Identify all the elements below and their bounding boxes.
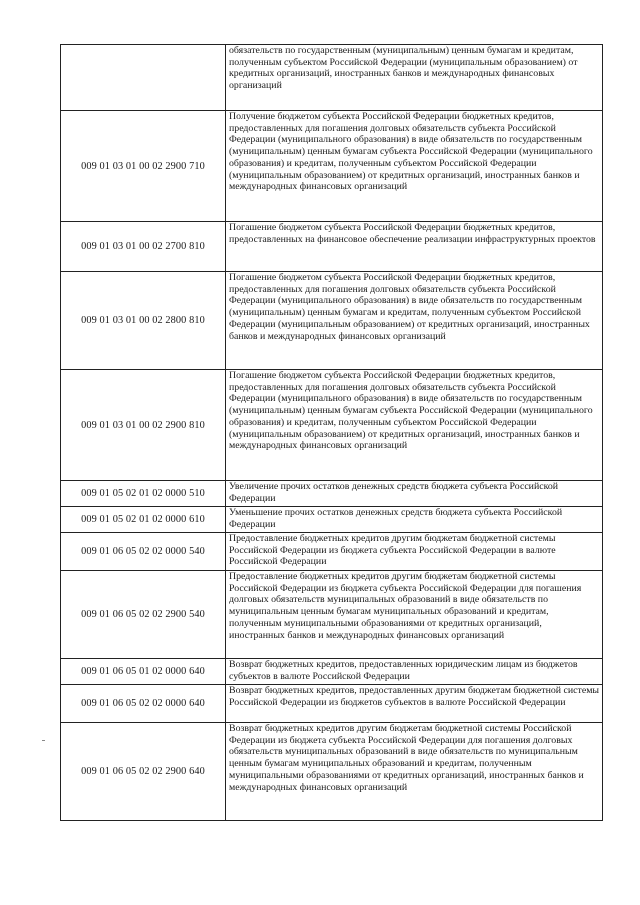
table-row xyxy=(61,659,603,685)
scan-mark xyxy=(42,740,45,741)
description-cell: Уменьшение прочих остатков денежных средств бюджета субъекта Российской Федерации xyxy=(226,507,603,533)
table-row xyxy=(61,111,603,222)
code-cell: 009 01 06 05 02 02 2900 540 xyxy=(61,571,226,659)
code-cell xyxy=(61,45,226,111)
code-cell: 009 01 05 02 01 02 0000 510 xyxy=(61,481,226,507)
code-cell: 009 01 03 01 00 02 2900 710 xyxy=(61,111,226,222)
description-cell: Погашение бюджетом субъекта Российской Федерации бюджетных кредитов, предоставленных на финансовое обеспечение реализации инфраструктурных проектов xyxy=(226,222,603,272)
code-cell: 009 01 06 05 02 02 2900 640 xyxy=(61,723,226,821)
description-cell: Возврат бюджетных кредитов другим бюджетам бюджетной системы Российской Федерации из бюджета субъекта Российской Федерации для погашения долговых обязательств муниципальных образований в виде обязательств по муниципальным ценным бумагам муниципальных образований и кредитам, полученным муниципальными образованиями от кредитных организаций, иностранных банков и международных финансовых организаций xyxy=(226,723,603,821)
description-cell: Возврат бюджетных кредитов, предоставленных другим бюджетам бюджетной системы Российской Федерации из бюджетов субъектов в валюте Российской Федерации xyxy=(226,685,603,723)
description-cell: Предоставление бюджетных кредитов другим бюджетам бюджетной системы Российской Федерации из бюджета субъекта Российской Федерации в валюте Российской Федерации xyxy=(226,533,603,571)
code-cell: 009 01 03 01 00 02 2900 810 xyxy=(61,370,226,481)
description-cell: Погашение бюджетом субъекта Российской Федерации бюджетных кредитов, предоставленных для погашения долговых обязательств субъекта Российской Федерации (муниципального образования) в виде обязательств по государственным (муниципальным) ценным бумагам и кредитам, полученным субъектом Российской Федерации (муниципальным образованием) от кредитных организаций, иностранных банков и международных финансовых организаций xyxy=(226,272,603,370)
table-row xyxy=(61,222,603,272)
table-row xyxy=(61,571,603,659)
code-cell: 009 01 06 05 02 02 0000 540 xyxy=(61,533,226,571)
description-cell: Получение бюджетом субъекта Российской Федерации бюджетных кредитов, предоставленных для погашения долговых обязательств субъекта Российской Федерации (муниципального образования) в виде обязательств по государственным (муниципальным) ценным бумагам субъекта Российской Федерации (муниципального образования) и кредитам, полученным субъектом Российской Федерации (муниципальным образованием) от кредитных организаций, иностранных банков и международных финансовых организаций xyxy=(226,111,603,222)
table-row xyxy=(61,481,603,507)
description-cell: Погашение бюджетом субъекта Российской Федерации бюджетных кредитов, предоставленных для погашения долговых обязательств субъекта Российской Федерации (муниципального образования) в виде обязательств по государственным (муниципальным) ценным бумагам субъекта Российской Федерации (муниципального образования) и кредитам, полученным субъектом Российской Федерации (муниципальным образованием) от кредитных организаций, иностранных банков и международных финансовых организаций xyxy=(226,370,603,481)
code-cell: 009 01 06 05 01 02 0000 640 xyxy=(61,659,226,685)
table-row xyxy=(61,685,603,723)
table-row xyxy=(61,507,603,533)
table-row xyxy=(61,272,603,370)
table-row xyxy=(61,370,603,481)
code-cell: 009 01 06 05 02 02 0000 640 xyxy=(61,685,226,723)
description-cell: обязательств по государственным (муниципальным) ценным бумагам и кредитам, полученным субъектом Российской Федерации (муниципальным образованием) от кредитных организаций, иностранных банков и международных финансовых организаций xyxy=(226,45,603,111)
table-row xyxy=(61,533,603,571)
code-cell: 009 01 05 02 01 02 0000 610 xyxy=(61,507,226,533)
description-cell: Увеличение прочих остатков денежных средств бюджета субъекта Российской Федерации xyxy=(226,481,603,507)
code-cell: 009 01 03 01 00 02 2800 810 xyxy=(61,272,226,370)
description-cell: Возврат бюджетных кредитов, предоставленных юридическим лицам из бюджетов субъектов в валюте Российской Федерации xyxy=(226,659,603,685)
table-row xyxy=(61,45,603,111)
budget-classification-table xyxy=(60,44,603,821)
code-cell: 009 01 03 01 00 02 2700 810 xyxy=(61,222,226,272)
description-cell: Предоставление бюджетных кредитов другим бюджетам бюджетной системы Российской Федерации из бюджета субъекта Российской Федерации для погашения долговых обязательств муниципальных образований в виде обязательств по муниципальным ценным бумагам муниципальных образований и кредитам, полученным муниципальными образованиями от кредитных организаций, иностранных банков и международных финансовых организаций xyxy=(226,571,603,659)
table-row xyxy=(61,723,603,821)
